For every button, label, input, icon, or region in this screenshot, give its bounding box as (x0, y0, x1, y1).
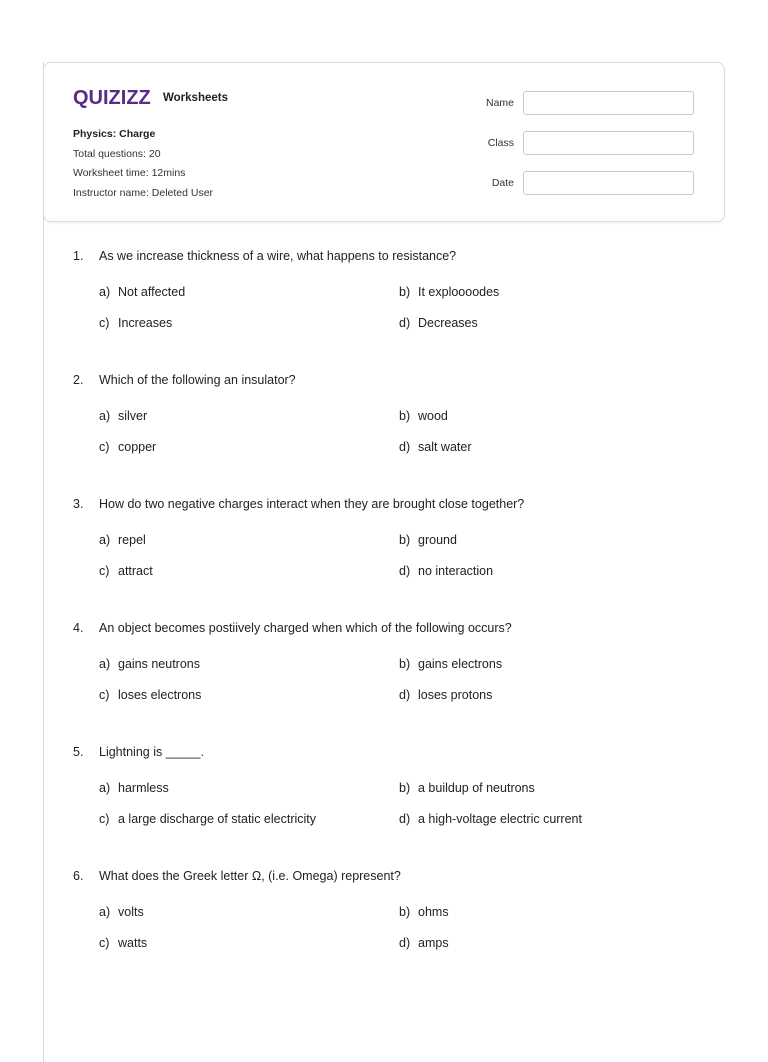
option (99, 313, 399, 332)
option (399, 406, 699, 425)
question (73, 368, 673, 492)
option (399, 933, 699, 952)
option-text: attract (118, 563, 153, 578)
option (399, 282, 699, 301)
option-letter: d) (399, 439, 411, 454)
option-text: a large discharge of static electricity (118, 811, 317, 826)
option-text: amps (418, 935, 449, 950)
option-text: It exploooodes (418, 284, 500, 299)
name-field[interactable] (523, 91, 694, 115)
option (99, 933, 399, 952)
question-line (73, 492, 673, 516)
option-text: watts (118, 935, 148, 950)
option-letter: b) (399, 656, 411, 671)
question-text: Which of the following an insulator? (99, 373, 296, 387)
option (399, 654, 699, 673)
option-letter: a) (99, 408, 111, 423)
date-row (454, 171, 694, 195)
option-text: salt water (418, 439, 472, 454)
question (73, 616, 673, 740)
question-list (73, 244, 673, 988)
option (99, 282, 399, 301)
option-letter: c) (99, 315, 110, 330)
question (73, 492, 673, 616)
option-letter: a) (99, 284, 111, 299)
answer-options (99, 778, 673, 828)
option-text: a buildup of neutrons (418, 780, 535, 795)
question-number: 2. (73, 373, 84, 387)
brand-subtitle: Worksheets (163, 92, 228, 104)
option (399, 561, 699, 580)
option-letter: a) (99, 904, 111, 919)
option-text: a high-voltage electric current (418, 811, 582, 826)
option-letter: b) (399, 284, 411, 299)
question-text: As we increase thickness of a wire, what happens to resistance? (99, 249, 457, 263)
answer-options (99, 282, 673, 332)
option-text: ohms (418, 904, 449, 919)
option-text: loses protons (418, 687, 493, 702)
option (399, 530, 699, 549)
quizizz-logo (73, 85, 157, 109)
option-text: gains neutrons (118, 656, 201, 671)
brand (73, 85, 228, 109)
option-letter: d) (399, 687, 411, 702)
option-letter: d) (399, 315, 411, 330)
question-number: 5. (73, 745, 84, 759)
name-row (454, 91, 694, 115)
option (99, 437, 399, 456)
question (73, 740, 673, 864)
svg-text:QUIZIZZ: QUIZIZZ (73, 87, 151, 109)
question-text: Lightning is _____. (99, 745, 204, 759)
option-letter: c) (99, 935, 110, 950)
option-letter: d) (399, 811, 411, 826)
question-line (73, 368, 673, 392)
option-text: Not affected (118, 284, 186, 299)
name-label: Name (485, 97, 514, 109)
option (399, 778, 699, 797)
option (99, 685, 399, 704)
option (399, 685, 699, 704)
option-letter: c) (99, 811, 110, 826)
option-text: silver (118, 408, 148, 423)
option-text: volts (118, 904, 144, 919)
question-text: What does the Greek letter Ω, (i.e. Omega) represent? (99, 869, 401, 883)
option (399, 809, 699, 828)
option (99, 561, 399, 580)
option (99, 406, 399, 425)
question-number: 4. (73, 621, 84, 635)
question-line (73, 740, 673, 764)
option (399, 437, 699, 456)
option-letter: a) (99, 532, 111, 547)
option-letter: b) (399, 408, 411, 423)
class-row (454, 131, 694, 155)
total-questions: Total questions: 20 (73, 147, 161, 160)
option (399, 313, 699, 332)
question-line (73, 244, 673, 268)
option-letter: c) (99, 563, 110, 578)
question-line (73, 864, 673, 888)
option-text: repel (118, 532, 146, 547)
option-letter: c) (99, 687, 110, 702)
option (99, 778, 399, 797)
worksheet-meta (73, 125, 213, 203)
class-label: Class (487, 137, 514, 149)
option-text: gains electrons (418, 656, 503, 671)
question-text: How do two negative charges interact when they are brought close together? (99, 497, 525, 511)
worksheet-time: Worksheet time: 12mins (73, 167, 186, 179)
option-letter: b) (399, 532, 411, 547)
option (399, 902, 699, 921)
option (99, 902, 399, 921)
option-letter: c) (99, 439, 110, 454)
date-field[interactable] (523, 171, 694, 195)
option-letter: d) (399, 935, 411, 950)
option (99, 530, 399, 549)
question-line (73, 616, 673, 640)
option-text: ground (418, 532, 457, 547)
answer-options (99, 902, 673, 952)
option-text: no interaction (418, 563, 494, 578)
instructor-name: Instructor name: Deleted User (73, 186, 214, 199)
class-field[interactable] (523, 131, 694, 155)
worksheet-subject: Physics: Charge (73, 128, 156, 140)
option-letter: b) (399, 780, 411, 795)
worksheet-header (43, 62, 725, 222)
option-text: wood (418, 408, 448, 423)
question-text: An object becomes postiively charged when which of the following occurs? (99, 621, 512, 635)
question-number: 3. (73, 497, 84, 511)
answer-options (99, 654, 673, 704)
option-text: copper (118, 439, 157, 454)
question (73, 864, 673, 988)
option-text: Increases (118, 315, 173, 330)
question-number: 6. (73, 869, 84, 883)
option (99, 809, 399, 828)
question-number: 1. (73, 249, 84, 263)
option-letter: b) (399, 904, 411, 919)
option-text: loses electrons (118, 687, 202, 702)
option-letter: d) (399, 563, 411, 578)
answer-options (99, 530, 673, 580)
question (73, 244, 673, 368)
option-text: Decreases (418, 315, 478, 330)
answer-options (99, 406, 673, 456)
option-text: harmless (118, 780, 169, 795)
option-letter: a) (99, 780, 111, 795)
option-letter: a) (99, 656, 111, 671)
date-label: Date (491, 177, 514, 189)
option (99, 654, 399, 673)
